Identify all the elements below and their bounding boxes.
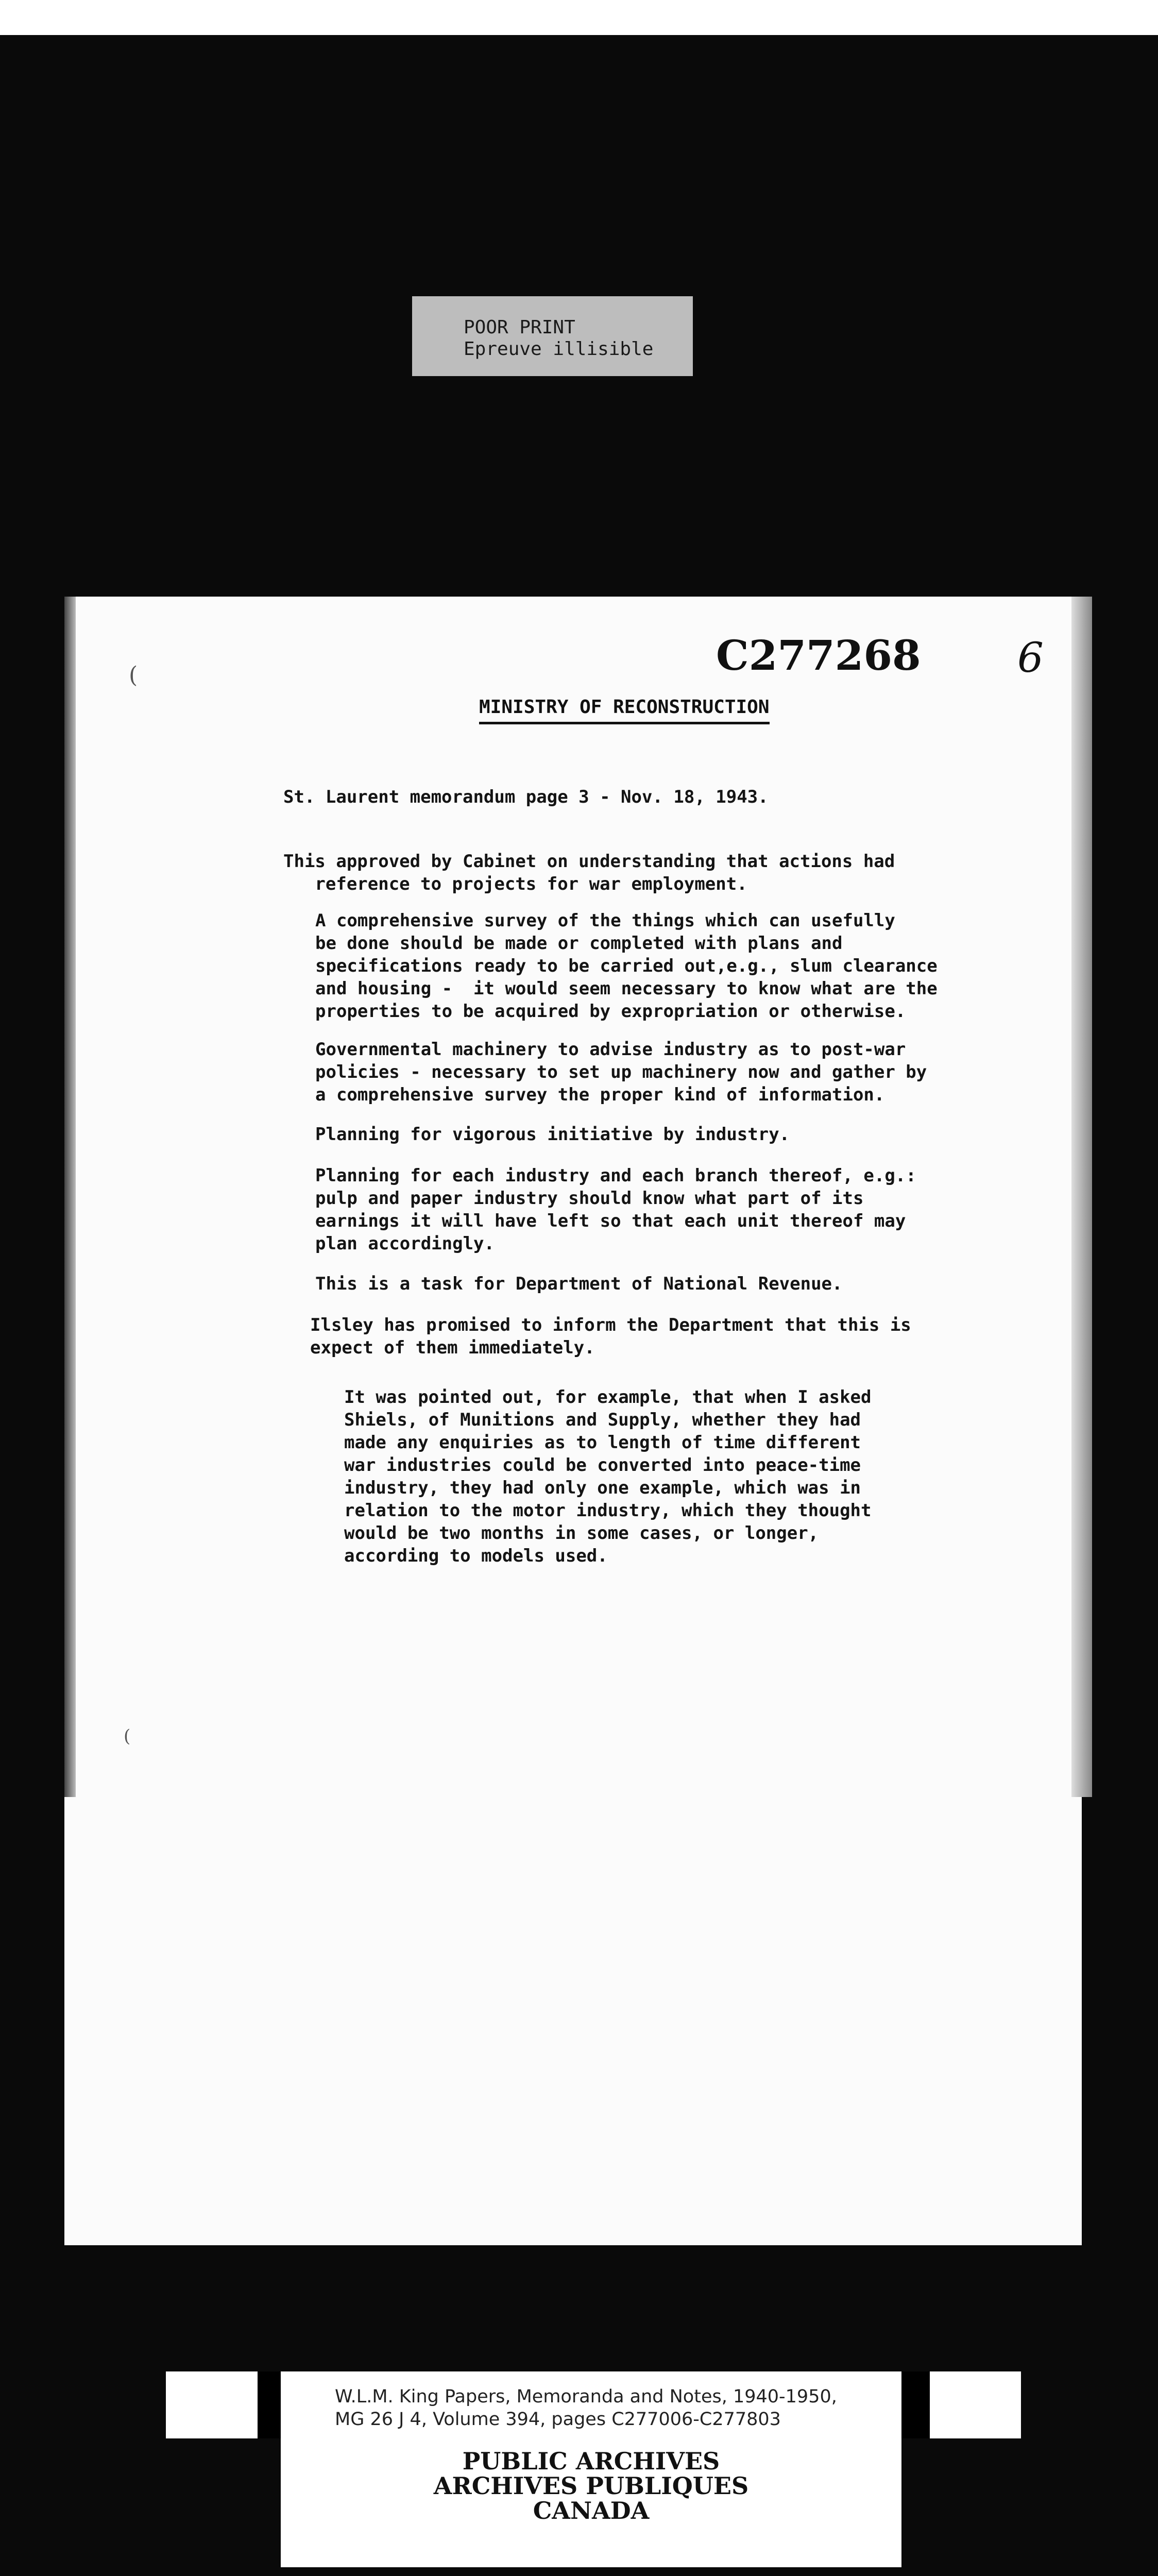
paragraph-governmental-machinery: Governmental machinery to advise industry as to post-war policies - necessary to set up machinery now and gather by a comprehensive survey the proper kind of information. (315, 1039, 927, 1105)
margin-hole-mark-lower: ( (124, 1726, 131, 1747)
paragraph-ilsley: Ilsley has promised to inform the Department that this is expect of them immediately. (310, 1315, 911, 1358)
page-left-shadow (64, 597, 76, 1797)
page-number: 6 (1017, 634, 1044, 682)
archive-country: CANADA (533, 2497, 650, 2524)
archive-name-english: PUBLIC ARCHIVES (462, 2447, 720, 2475)
archive-citation-line-2: MG 26 J 4, Volume 394, pages C277006-C277803 (335, 2409, 781, 2430)
page-right-shadow (1071, 597, 1092, 1797)
paragraph-cabinet-approval: This approved by Cabinet on understanding that actions had reference to projects for war employment. (283, 851, 895, 894)
poor-print-line-english: POOR PRINT (464, 317, 575, 338)
archive-citation-line-1: W.L.M. King Papers, Memoranda and Notes, 1940-1950, (335, 2386, 837, 2407)
subject-line: St. Laurent memorandum page 3 - Nov. 18, 1943. (283, 787, 769, 807)
paragraph-industry-planning: Planning for each industry and each branch thereof, e.g.: pulp and paper industry should know what part of its earnings it will have left so that each unit thereof may plan accordingly. (315, 1165, 916, 1254)
archive-name-french: ARCHIVES PUBLIQUES (433, 2472, 749, 2500)
paragraph-comprehensive-survey: A comprehensive survey of the things which can usefully be done should be made or completed with plans and specifications ready to be carried out,e.g., slum clearance and housing - it would seem necessary to know what are the properties to be acquired by expropriation or otherwise. (315, 910, 938, 1022)
paragraph-munitions-example: It was pointed out, for example, that when I asked Shiels, of Munitions and Supply, whether they had made any enquiries as to length of time different war industries could be converted into peace-time industry, they had only one example, which was in relation to the motor industry, which they thought would be two months in some cases, or longer, according to models used. (344, 1387, 872, 1566)
margin-hole-mark: ( (129, 662, 138, 688)
label-notch-left (258, 2371, 281, 2438)
poor-print-label (412, 296, 693, 376)
document-heading: MINISTRY OF RECONSTRUCTION (479, 697, 770, 724)
poor-print-line-french: Epreuve illisible (464, 338, 654, 360)
document-number-stamp: C277268 (716, 631, 921, 680)
paragraph-national-revenue: This is a task for Department of National Revenue. (315, 1274, 843, 1294)
label-notch-right (901, 2371, 930, 2438)
paragraph-vigorous-initiative: Planning for vigorous initiative by industry. (315, 1124, 790, 1145)
film-top-edge (0, 0, 1158, 35)
